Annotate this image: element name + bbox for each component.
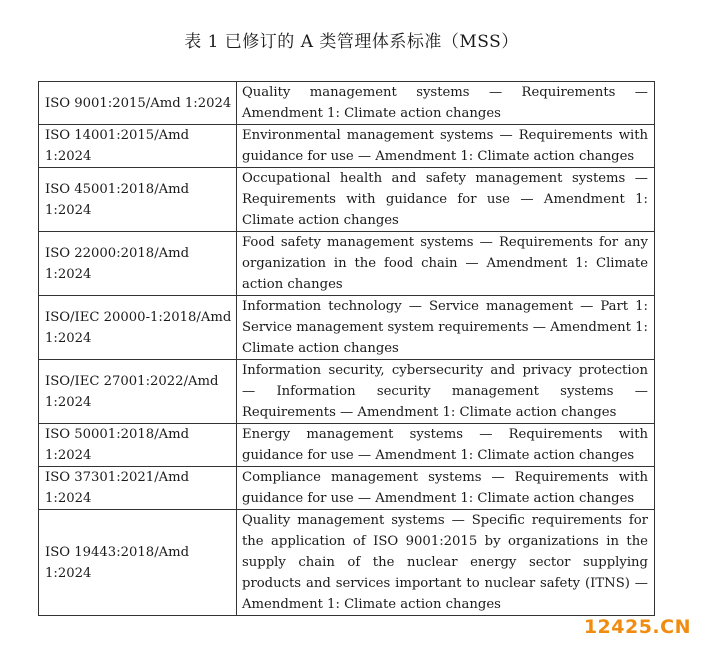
table-row — [39, 232, 655, 296]
table-row — [39, 467, 655, 510]
standard-description: Information security, cybersecurity and privacy protection — Information security management systems — Requirements — Amendment 1: Climate action changes — [237, 360, 655, 424]
standard-description: Compliance management systems — Requirements with guidance for use — Amendment 1: Climate action changes — [237, 467, 655, 510]
site-watermark — [584, 616, 691, 638]
table-title: 表 1 已修订的 A 类管理体系标准（MSS） — [184, 32, 519, 52]
standard-description: Occupational health and safety management systems — Requirements with guidance for use — Amendment 1: Climate action changes — [237, 168, 655, 232]
table-row — [39, 168, 655, 232]
table-row — [39, 424, 655, 467]
standard-code: ISO/IEC 20000-1:2018/Amd 1:2024 — [39, 296, 237, 360]
table-row — [39, 125, 655, 168]
standard-description: Quality management systems — Requirements — Amendment 1: Climate action changes — [237, 82, 655, 125]
standard-code: ISO 22000:2018/Amd 1:2024 — [39, 232, 237, 296]
table-row — [39, 360, 655, 424]
table-row — [39, 82, 655, 125]
watermark-domain: .CN — [652, 616, 691, 638]
mss-table — [38, 81, 655, 616]
standard-code: ISO/IEC 27001:2022/Amd 1:2024 — [39, 360, 237, 424]
standard-code: ISO 19443:2018/Amd 1:2024 — [39, 510, 237, 616]
standard-code: ISO 14001:2015/Amd 1:2024 — [39, 125, 237, 168]
standard-description: Information technology — Service management — Part 1: Service management system requirements — Amendment 1: Climate action changes — [237, 296, 655, 360]
standard-code: ISO 45001:2018/Amd 1:2024 — [39, 168, 237, 232]
table-row — [39, 510, 655, 616]
standard-code: ISO 50001:2018/Amd 1:2024 — [39, 424, 237, 467]
standard-code: ISO 37301:2021/Amd 1:2024 — [39, 467, 237, 510]
table-row — [39, 296, 655, 360]
watermark-number: 12425 — [583, 616, 653, 638]
standard-description: Quality management systems — Specific requirements for the application of ISO 9001:2015 by organizations in the supply chain of the nuclear energy sector supplying products and services important to nuclear safety (ITNS) — Amendment 1: Climate action changes — [237, 510, 655, 616]
standard-description: Energy management systems — Requirements with guidance for use — Amendment 1: Climate action changes — [237, 424, 655, 467]
standard-description: Environmental management systems — Requirements with guidance for use — Amendment 1: Climate action changes — [237, 125, 655, 168]
standard-description: Food safety management systems — Requirements for any organization in the food chain — Amendment 1: Climate action changes — [237, 232, 655, 296]
standard-code: ISO 9001:2015/Amd 1:2024 — [39, 82, 237, 125]
